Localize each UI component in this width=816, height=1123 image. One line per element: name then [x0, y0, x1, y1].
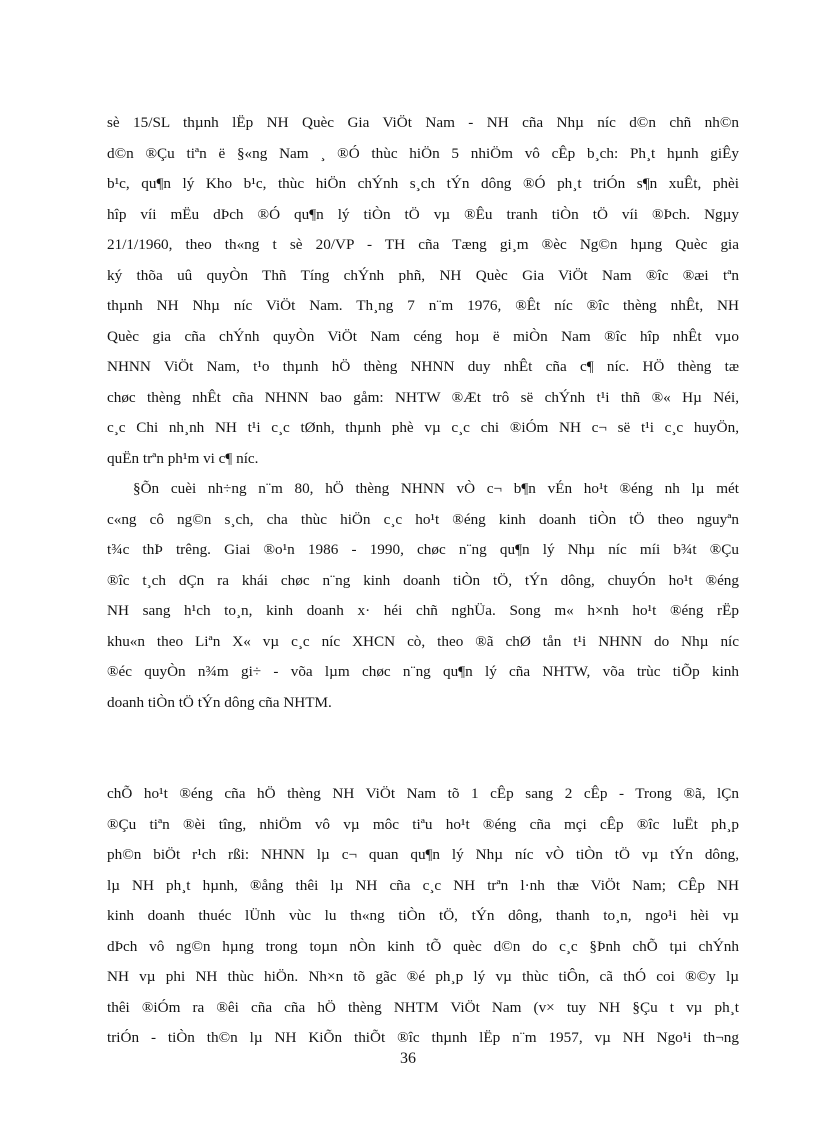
text-line: chøc thèng nhÊt cña NHNN bao gåm: NHTW ®Æt trô së chÝnh t¹i thñ ®« Hµ Néi, — [107, 388, 739, 406]
text-line: ®îc t¸ch dÇn ra khái chøc n¨ng kinh doanh tiÒn tÖ, tÝn dông, chuyÓn ho¹t ®éng — [107, 571, 739, 589]
text-line — [107, 718, 739, 749]
text-line: ®Çu tiªn ®èi tîng, nhiÖm vô vµ môc tiªu ho¹t ®éng cña mçi cÊp ®îc luËt ph¸p — [107, 815, 739, 833]
text-line: hîp víi mËu dÞch ®Ó qu¶n lý tiÒn tÖ vµ ®Êu tranh tiÒn tÖ víi ®Þch. Ngµy — [107, 205, 739, 223]
text-line: thµnh NH Nhµ níc ViÖt Nam. Th¸ng 7 n¨m 1976, ®Êt níc ®îc thèng nhÊt, NH — [107, 297, 739, 314]
text-line: c¸c Chi nh¸nh NH t¹i c¸c tØnh, thµnh phè vµ c¸c chi ®iÓm NH c¬ së t¹i c¸c huyÖn, — [107, 419, 739, 436]
page-number: 36 — [400, 1050, 416, 1067]
text-line: NHNN ViÖt Nam, t¹o thµnh hÖ thèng NHNN duy nhÊt cña c¶ níc. HÖ thèng tæ — [107, 358, 739, 375]
text-line: dÞch vô ng©n hµng trong toµn nÒn kinh tÕ quèc d©n do c¸c §Þnh chÕ tµi chÝnh — [107, 937, 739, 955]
text-line — [107, 749, 739, 780]
text-line: 21/1/1960, theo th«ng t sè 20/VP - TH cña Tæng gi¸m ®èc Ng©n hµng Quèc gia — [107, 236, 739, 253]
text-line: triÓn - tiÒn th©n lµ NH KiÕn thiÕt ®îc thµnh lËp n¨m 1957, vµ NH Ngo¹i th¬ng — [107, 1029, 739, 1046]
text-line: t¾c thÞ trêng. Giai ®o¹n 1986 - 1990, chøc n¨ng qu¶n lý Nhµ níc míi b¾t ®Çu — [107, 541, 739, 558]
text-line: khu«n theo Liªn X« vµ c¸c níc XHCN cò, theo ®ã chØ tån t¹i NHNN do Nhµ níc — [107, 632, 739, 650]
text-line: ®éc quyÒn n¾m gi÷ - võa lµm chøc n¨ng qu¶n lý cña NHTW, võa trùc tiÕp kinh — [107, 663, 739, 680]
text-line: NH sang h¹ch to¸n, kinh doanh x· héi chñ nghÜa. Song m« h×nh ho¹t ®éng rËp — [107, 602, 739, 619]
text-line: thêi ®iÓm ra ®êi cña cña hÖ thèng NHTM ViÖt Nam (v× tuy NH §Çu t vµ ph¸t — [107, 998, 739, 1016]
text-line: lµ NH ph¸t hµnh, ®ång thêi lµ NH cña c¸c NH trªn l·nh thæ ViÖt Nam; CÊp NH — [107, 876, 739, 894]
text-line: doanh tiÒn tÖ tÝn dông cña NHTM. — [107, 693, 332, 711]
text-line: b¹c, qu¶n lý Kho b¹c, thùc hiÖn chÝnh s¸ch tÝn dông ®Ó ph¸t triÓn s¶n xuÊt, phèi — [107, 175, 739, 192]
text-line: chÕ ho¹t ®éng cña hÖ thèng NH ViÖt Nam tõ 1 cÊp sang 2 cÊp - Trong ®ã, lÇn — [107, 785, 739, 802]
text-line: Quèc gia cña chÝnh quyÒn ViÖt Nam céng hoµ ë miÒn Nam ®îc hîp nhÊt vµo — [107, 327, 739, 345]
text-line: d©n ®Çu tiªn ë §«ng Nam ¸ ®Ó thùc hiÖn 5 nhiÖm vô cÊp b¸ch: Ph¸t hµnh giÊy — [107, 144, 739, 162]
text-line: ph©n biÖt r¹ch rßi: NHNN lµ c¬ quan qu¶n lý Nhµ níc vÒ tiÒn tÖ vµ tÝn dông, — [107, 846, 739, 863]
text-line: kinh doanh thuéc lÜnh vùc lu th«ng tiÒn tÖ, tÝn dông, thanh to¸n, ngo¹i hèi vµ — [107, 907, 739, 924]
text-line: quËn trªn ph¹m vi c¶ níc. — [107, 449, 259, 467]
body-text — [107, 108, 739, 1054]
text-line: ký thõa uû quyÒn Thñ Tíng chÝnh phñ, NH Quèc Gia ViÖt Nam ®îc ®æi tªn — [107, 266, 739, 284]
text-line: sè 15/SL thµnh lËp NH Quèc Gia ViÖt Nam - NH cña Nhµ níc d©n chñ nh©n — [107, 114, 739, 131]
text-line: NH vµ phi NH thùc hiÖn. Nh×n tõ gãc ®é ph¸p lý vµ thùc tiÔn, cã thÓ coi ®©y lµ — [107, 968, 739, 985]
text-line: c«ng cô ng©n s¸ch, cha thùc hiÖn c¸c ho¹t ®éng kinh doanh tiÒn tÖ theo nguyªn — [107, 510, 739, 528]
text-line: §Õn cuèi nh÷ng n¨m 80, hÖ thèng NHNN vÒ c¬ b¶n vÉn ho¹t ®éng nh lµ mét — [133, 480, 739, 497]
